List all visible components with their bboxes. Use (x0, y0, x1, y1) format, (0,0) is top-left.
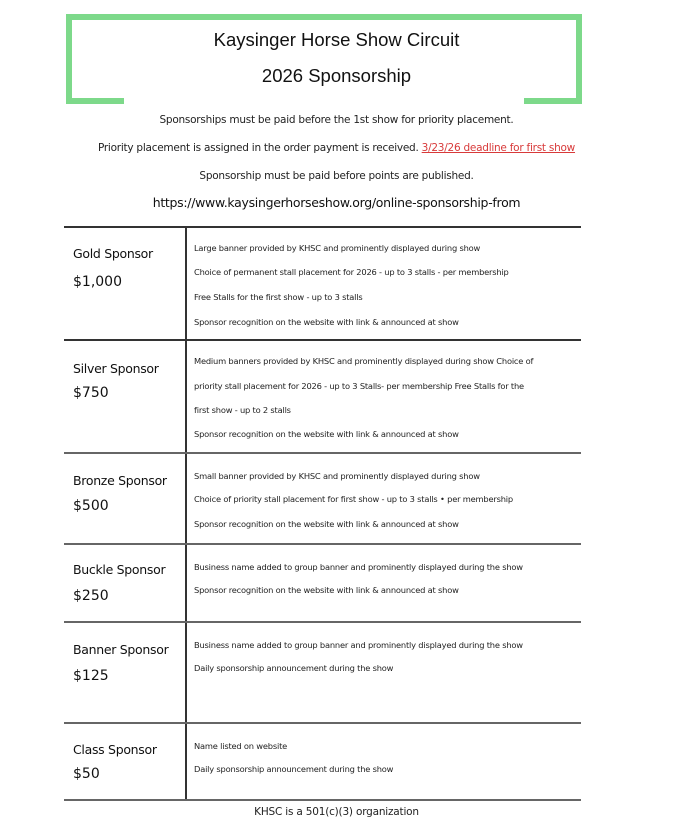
priority-note (0, 142, 673, 154)
tier-cell (64, 545, 187, 621)
table-row-gold (64, 226, 581, 339)
benefit-item: Name listed on website (194, 741, 288, 751)
table-row-banner (64, 621, 581, 722)
frame-top-border (66, 14, 582, 20)
benefit-item: Sponsor recognition on the website with link & announced at show (194, 317, 459, 327)
tier-name: Class Sponsor (73, 742, 157, 757)
benefit-item: priority stall placement for 2026 - up to 3 Stalls- per membership Free Stalls for the (194, 381, 524, 391)
tier-cell (64, 724, 187, 800)
table-row-bronze (64, 452, 581, 543)
tier-name: Buckle Sponsor (73, 562, 166, 577)
tier-name: Banner Sponsor (73, 642, 169, 657)
tier-cell (64, 623, 187, 722)
benefit-item: Sponsor recognition on the website with link & announced at show (194, 429, 459, 439)
tier-price: $125 (73, 668, 109, 684)
tier-cell (64, 454, 187, 543)
tier-name: Silver Sponsor (73, 361, 159, 376)
frame-left-border (66, 14, 72, 104)
page-subtitle: 2026 Sponsorship (261, 65, 412, 86)
tier-name: Gold Sponsor (73, 246, 153, 261)
tier-price: $750 (73, 385, 109, 401)
tier-cell (64, 341, 187, 452)
frame-bottom-left-border (66, 98, 124, 104)
payment-note: Sponsorships must be paid before the 1st show for priority placement. (159, 114, 514, 126)
table-row-buckle (64, 543, 581, 621)
header-frame (66, 14, 582, 104)
benefit-item: Business name added to group banner and prominently displayed during the show (194, 640, 523, 650)
sponsorship-table (64, 226, 581, 800)
table-row-class (64, 722, 581, 800)
benefit-item: Choice of priority stall placement for first show - up to 3 stalls • per membership (194, 494, 513, 504)
benefit-item: Large banner provided by KHSC and prominently displayed during show (194, 243, 481, 253)
benefit-item: first show - up to 2 stalls (194, 405, 291, 415)
benefit-item: Daily sponsorship announcement during the show (194, 663, 394, 673)
benefit-item: Daily sponsorship announcement during the show (194, 764, 394, 774)
benefit-item: Sponsor recognition on the website with link & announced at show (194, 519, 459, 529)
sponsorship-url-link[interactable]: https://www.kaysingerhorseshow.org/online-sponsorship-from (152, 195, 521, 210)
table-bottom-border (64, 799, 581, 801)
tier-price: $1,000 (73, 274, 122, 290)
tier-price: $500 (73, 498, 109, 514)
tier-name: Bronze Sponsor (73, 473, 167, 488)
tier-cell (64, 228, 187, 339)
benefit-item: Free Stalls for the first show - up to 3 stalls (194, 292, 363, 302)
priority-note-text: Priority placement is assigned in the order payment is received. (97, 142, 419, 154)
table-row-silver (64, 339, 581, 452)
deadline-link[interactable]: 3/23/26 deadline for first show (421, 142, 576, 154)
frame-right-border (576, 14, 582, 104)
benefit-item: Small banner provided by KHSC and prominently displayed during show (194, 471, 480, 481)
page-title: Kaysinger Horse Show Circuit (213, 29, 460, 50)
benefit-item: Choice of permanent stall placement for 2026 - up to 3 stalls - per membership (194, 267, 509, 277)
footer-note: KHSC is a 501(c)(3) organization (254, 806, 419, 818)
tier-price: $250 (73, 588, 109, 604)
benefit-item: Sponsor recognition on the website with link & announced at show (194, 585, 459, 595)
benefit-item: Business name added to group banner and prominently displayed during the show (194, 562, 523, 572)
benefit-item: Medium banners provided by KHSC and prominently displayed during show Choice of (194, 356, 534, 366)
tier-price: $50 (73, 766, 100, 782)
frame-bottom-right-border (524, 98, 582, 104)
points-note: Sponsorship must be paid before points are published. (199, 170, 474, 182)
